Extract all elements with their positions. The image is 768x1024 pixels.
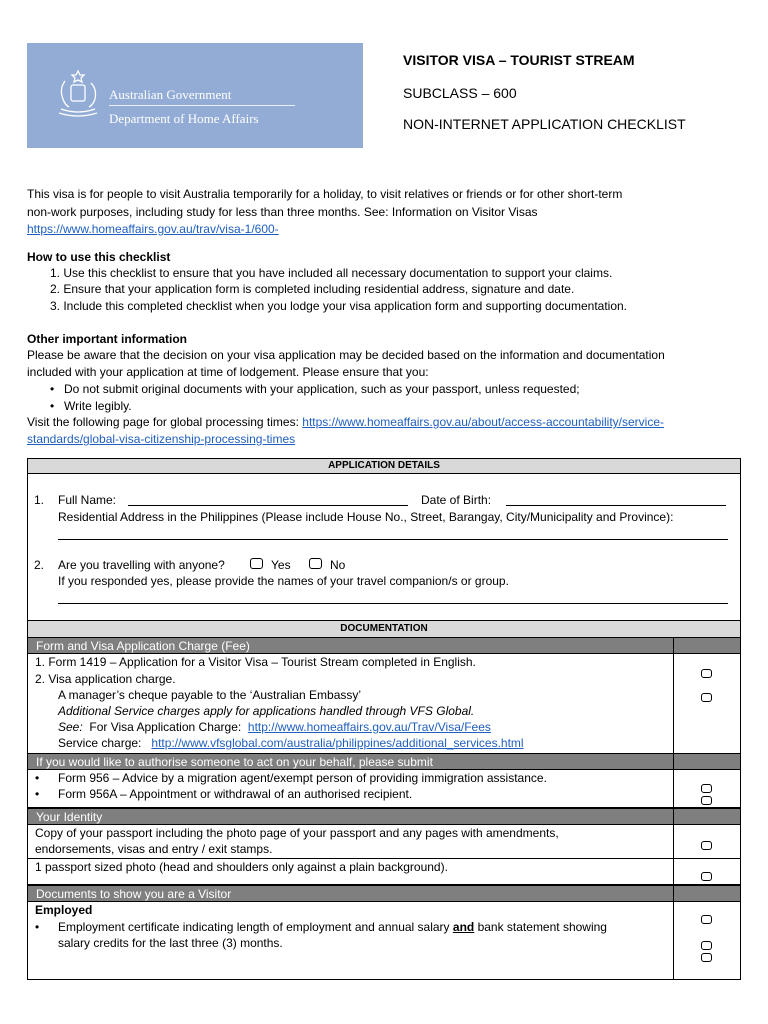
employed-heading: Employed: [35, 903, 93, 917]
visa-charge-item: 2. Visa application charge.: [35, 672, 176, 686]
authorise-cell: [27, 770, 741, 808]
passport-photo-cell: [27, 859, 741, 885]
address-label: Residential Address in the Philippines (Please include House No., Street, Barangay, City/Municipality and Province):: [58, 510, 674, 524]
vfs-services-link[interactable]: http://www.vfsglobal.com/australia/philippines/additional_services.html: [151, 736, 524, 750]
employment-certificate-item-cont: salary credits for the last three (3) months.: [58, 936, 283, 950]
other-info-heading: Other important information: [27, 332, 187, 346]
coat-of-arms-icon: [55, 69, 101, 117]
bullet-dot: •: [35, 787, 40, 801]
bullet-dot: •: [35, 771, 40, 785]
companions-label: If you responded yes, please provide the names of your travel companion/s or group.: [58, 574, 509, 588]
application-details-heading: APPLICATION DETAILS: [28, 459, 740, 474]
yes-checkbox[interactable]: [250, 558, 263, 569]
documentation-section: [27, 620, 741, 638]
processing-times-text: Visit the following page for global processing times:: [27, 415, 303, 429]
address-field[interactable]: [58, 539, 728, 540]
visa-charge-checkbox[interactable]: [701, 693, 712, 702]
service-charge-row: [58, 735, 524, 751]
full-name-field[interactable]: [128, 505, 408, 506]
form-956a-checkbox[interactable]: [701, 796, 712, 805]
form-fee-cell: [27, 654, 741, 754]
passport-copy-line-2: endorsements, visas and entry / exit stamps.: [35, 842, 273, 856]
visa-fees-link[interactable]: http://www.homeaffairs.gov.au/Trav/Visa/Fees: [247, 720, 491, 734]
processing-times-link[interactable]: https://www.homeaffairs.gov.au/about/access-accountability/service-: [302, 415, 664, 429]
bullet-item: • Write legibly.: [50, 398, 132, 414]
documentation-heading: DOCUMENTATION: [28, 621, 740, 638]
form-1419-item: 1. Form 1419 – Application for a Visitor Visa – Tourist Stream completed in English.: [35, 655, 476, 669]
how-to-item-2: 2. Ensure that your application form is completed including residential address, signature and date.: [50, 282, 575, 296]
fee-reference-row: [58, 719, 491, 735]
additional-charge-note: Additional Service charges apply for applications handled through VFS Global.: [58, 704, 475, 718]
employed-checkbox-1[interactable]: [701, 915, 712, 924]
passport-photo-checkbox[interactable]: [701, 872, 712, 881]
q1-number: 1.: [34, 493, 45, 507]
no-label: No: [330, 558, 346, 572]
q2-number: 2.: [34, 558, 45, 572]
employed-cell: [27, 902, 741, 980]
service-charge-label: Service charge:: [58, 736, 142, 750]
section-form-fee: Form and Visa Application Charge (Fee): [27, 637, 741, 654]
passport-photo-item: 1 passport sized photo (head and shoulders only against a plain background).: [35, 860, 448, 874]
visitor-visa-link[interactable]: https://www.homeaffairs.gov.au/trav/visa-1/600-: [27, 222, 279, 236]
cheque-note: A manager’s cheque payable to the ‘Australian Embassy’: [58, 688, 362, 702]
form-1419-checkbox[interactable]: [701, 669, 712, 678]
full-name-label: Full Name:: [58, 493, 117, 507]
passport-copy-cell: [27, 825, 741, 859]
subclass-label: SUBCLASS – 600: [403, 85, 517, 101]
intro-line-1: This visa is for people to visit Australia temporarily for a holiday, to visit relatives or friends or for other short-term: [27, 187, 623, 201]
form-956-item: Form 956 – Advice by a migration agent/exempt person of providing immigration assistance.: [58, 771, 547, 785]
government-logo: [27, 43, 363, 148]
fee-reference-text: For Visa Application Charge:: [89, 720, 242, 734]
passport-copy-checkbox[interactable]: [701, 841, 712, 850]
employed-checkbox-3[interactable]: [701, 953, 712, 962]
department-name: Department of Home Affairs: [109, 111, 259, 126]
application-details-section: [27, 458, 741, 621]
section-visitor-documents: Documents to show you are a Visitor: [27, 885, 741, 902]
form-956-checkbox[interactable]: [701, 784, 712, 793]
dob-label: Date of Birth:: [421, 493, 492, 507]
employment-certificate-item: Employment certificate indicating length of employment and annual salary and bank statement showing: [58, 920, 607, 934]
other-info-line-2: included with your application at time of lodgement. Please ensure that you:: [27, 365, 429, 379]
intro-link-row: [27, 221, 279, 237]
agency-name: Australian Government: [109, 87, 232, 102]
employed-checkbox-2[interactable]: [701, 941, 712, 950]
intro-line-2: non-work purposes, including study for less than three months. See: Information on Visitor Visas: [27, 205, 538, 219]
processing-times-row-2: [27, 431, 295, 447]
yes-label: Yes: [271, 558, 291, 572]
see-label: See:: [58, 720, 83, 734]
logo-divider: [109, 105, 295, 106]
bullet-dot: •: [35, 920, 40, 934]
checklist-label: NON-INTERNET APPLICATION CHECKLIST: [403, 116, 686, 132]
no-checkbox[interactable]: [309, 558, 322, 569]
companions-field[interactable]: [58, 603, 728, 604]
dob-field[interactable]: [506, 505, 726, 506]
processing-times-row: [27, 414, 664, 430]
passport-copy-line-1: Copy of your passport including the photo page of your passport and any pages with amendments,: [35, 826, 559, 840]
section-authorise: If you would like to authorise someone to act on your behalf, please submit: [27, 753, 741, 770]
how-to-heading: How to use this checklist: [27, 250, 171, 264]
bullet-item: • Do not submit original documents with your application, such as your passport, unless requested;: [50, 381, 580, 397]
document-title: VISITOR VISA – TOURIST STREAM: [403, 52, 635, 68]
form-956a-item: Form 956A – Appointment or withdrawal of an authorised recipient.: [58, 787, 413, 801]
other-info-line-1: Please be aware that the decision on your visa application may be decided based on the information and documentation: [27, 348, 665, 362]
section-identity: Your Identity: [27, 808, 741, 825]
how-to-item-1: 1. Use this checklist to ensure that you have included all necessary documentation to support your claims.: [50, 266, 613, 280]
how-to-item-3: 3. Include this completed checklist when you lodge your visa application form and supporting documentation.: [50, 299, 628, 313]
processing-times-link-cont[interactable]: standards/global-visa-citizenship-processing-times: [27, 432, 296, 446]
travelling-label: Are you travelling with anyone?: [58, 558, 225, 572]
